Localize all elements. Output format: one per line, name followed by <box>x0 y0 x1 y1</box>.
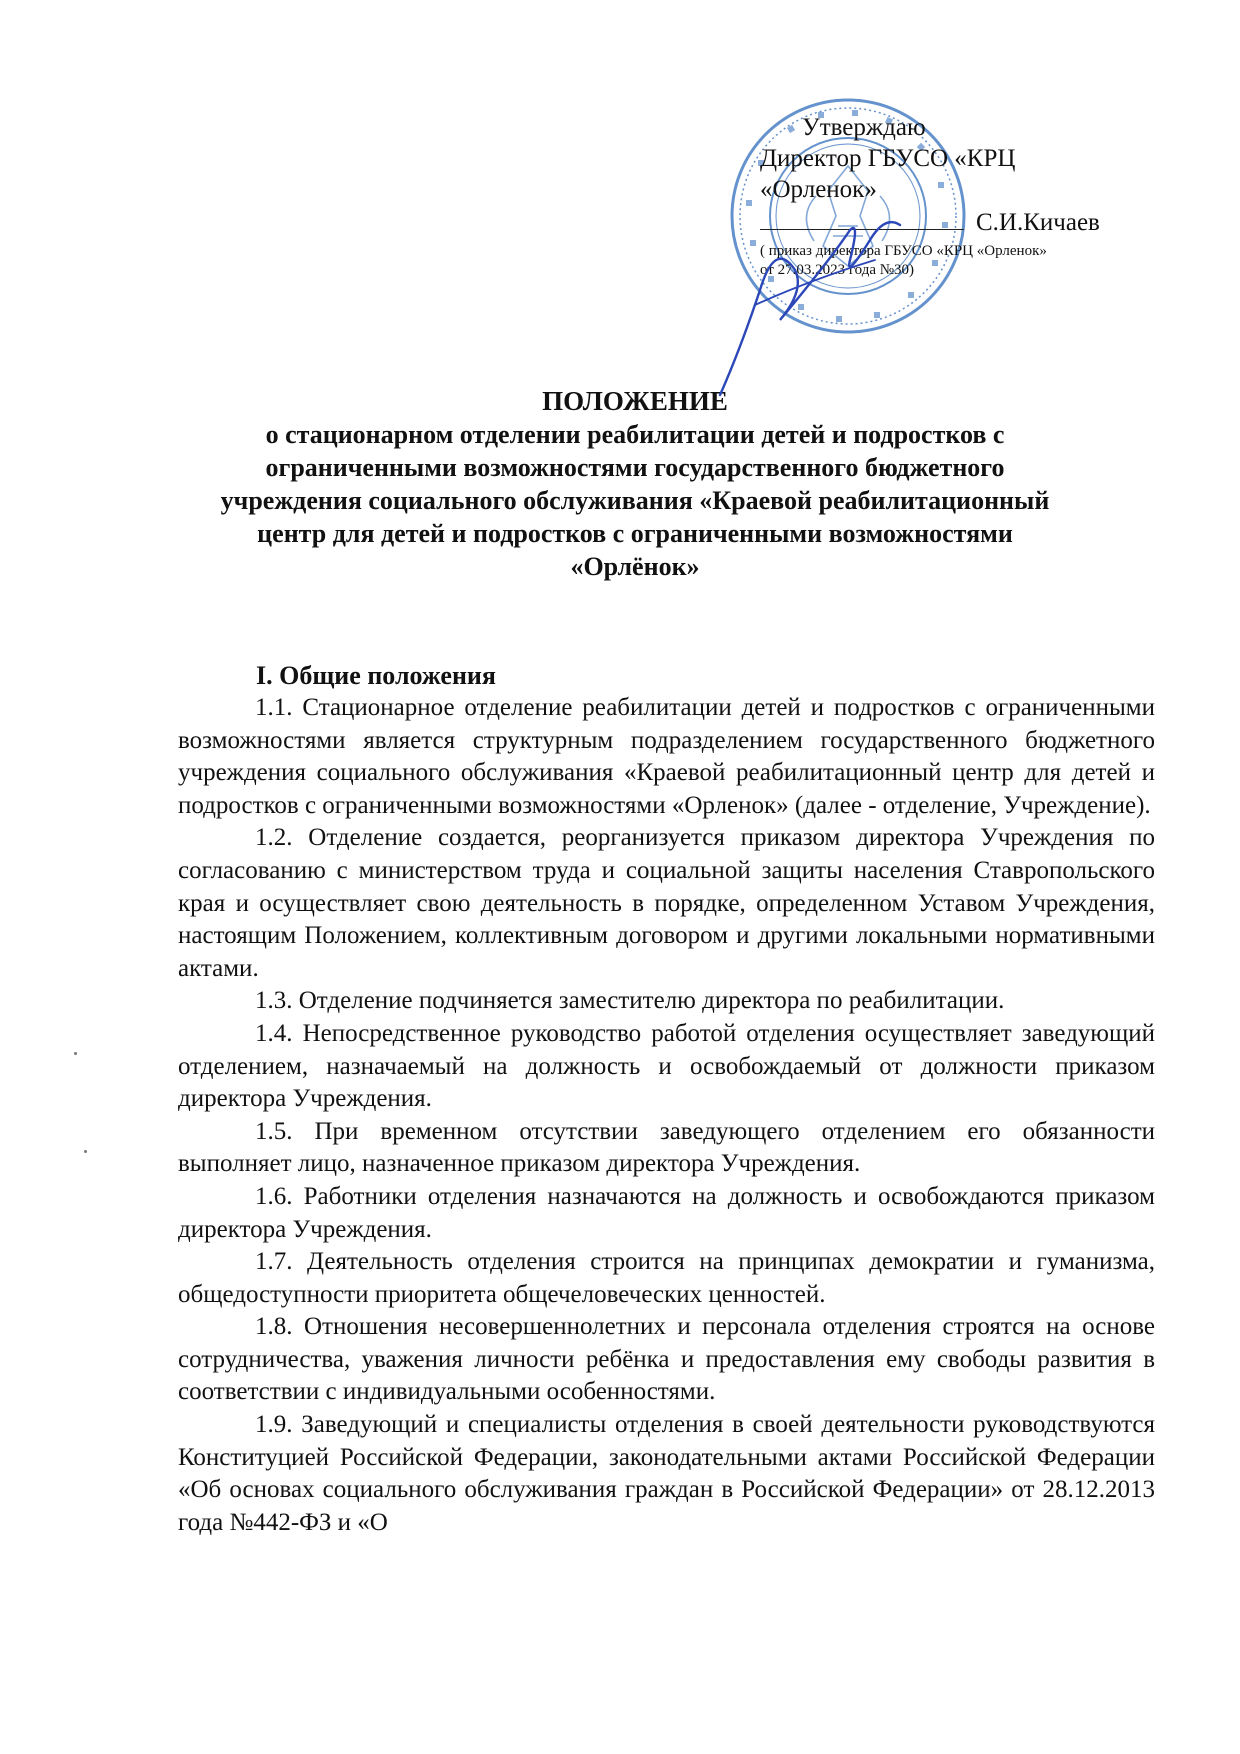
paragraph: 1.6. Работники отделения назначаются на должность и освобождаются приказом директора Учреждения. <box>178 1182 1155 1243</box>
paragraph: 1.9. Заведующий и специалисты отделения в своей деятельности руководствуются Конституцией Российской Федерации, законодательными актами Российской Федерации «Об основах социального обслуживания граждан в Российской Федерации» от 28.12.2013 года №442-ФЗ и «О <box>178 1411 1155 1536</box>
document-body <box>178 659 1155 1539</box>
paragraph: 1.2. Отделение создается, реорганизуется приказом директора Учреждения по согласованию с министерством труда и социальной защиты населения Ставропольского края и осуществляет свою деятельность в порядке, определенном Уставом Учреждения, настоящим Положением, коллективным договором и другими локальными нормативными актами. <box>178 824 1155 982</box>
title-line: центр для детей и подростков с ограниченными возможностями <box>257 519 1013 548</box>
approval-org: «Орленок» <box>760 176 877 203</box>
paragraph: 1.5. При временном отсутствии заведующего отделением его обязанности выполняет лицо, назначенное приказом директора Учреждения. <box>178 1117 1155 1178</box>
paragraph: 1.1. Стационарное отделение реабилитации детей и подростков с ограниченными возможностями является структурным подразделением государственного бюджетного учреждения социального обслуживания «Краевой реабилитационный центр для детей и подростков с ограниченными возможностями «Орленок» (далее - отделение, Учреждение). <box>178 694 1155 819</box>
title-line: о стационарном отделении реабилитации детей и подростков с <box>265 420 1005 449</box>
title-line: ограниченными возможностями государственного бюджетного <box>265 453 1005 482</box>
scan-speck <box>74 1052 77 1055</box>
document-title: ПОЛОЖЕНИЕ <box>542 386 728 416</box>
paragraph: 1.3. Отделение подчиняется заместителю директора по реабилитации. <box>255 987 1005 1015</box>
approval-word: Утверждаю <box>802 114 926 141</box>
signer-name: С.И.Кичаев <box>976 209 1100 236</box>
paragraph: 1.7. Деятельность отделения строится на принципах демократии и гуманизма, общедоступности приоритета общечеловеческих ценностей. <box>178 1248 1155 1308</box>
order-note-line1: ( приказ директора ГБУСО «КРЦ «Орленок» <box>760 243 1047 259</box>
paragraph: 1.8. Отношения несовершеннолетних и персонала отделения строятся на основе сотрудничества, уважения личности ребёнка и предоставления ему свободы развития в соответствии с индивидуальными особенностями. <box>178 1313 1155 1406</box>
title-line: «Орлёнок» <box>570 552 700 581</box>
scan-speck <box>84 1150 87 1153</box>
paragraph: 1.4. Непосредственное руководство работой отделения осуществляет заведующий отделением, назначаемый на должность и освобождаемый от должности приказом директора Учреждения. <box>178 1019 1155 1113</box>
document-title-block <box>160 385 1110 583</box>
order-note-line2: от 27.03.2023 года №30) <box>760 262 915 278</box>
handwritten-signature-icon <box>700 200 920 400</box>
title-line: учреждения социального обслуживания «Краевой реабилитационный <box>220 486 1050 515</box>
approval-position: Директор ГБУСО «КРЦ <box>760 145 1016 172</box>
section-heading: I. Общие положения <box>256 661 496 690</box>
